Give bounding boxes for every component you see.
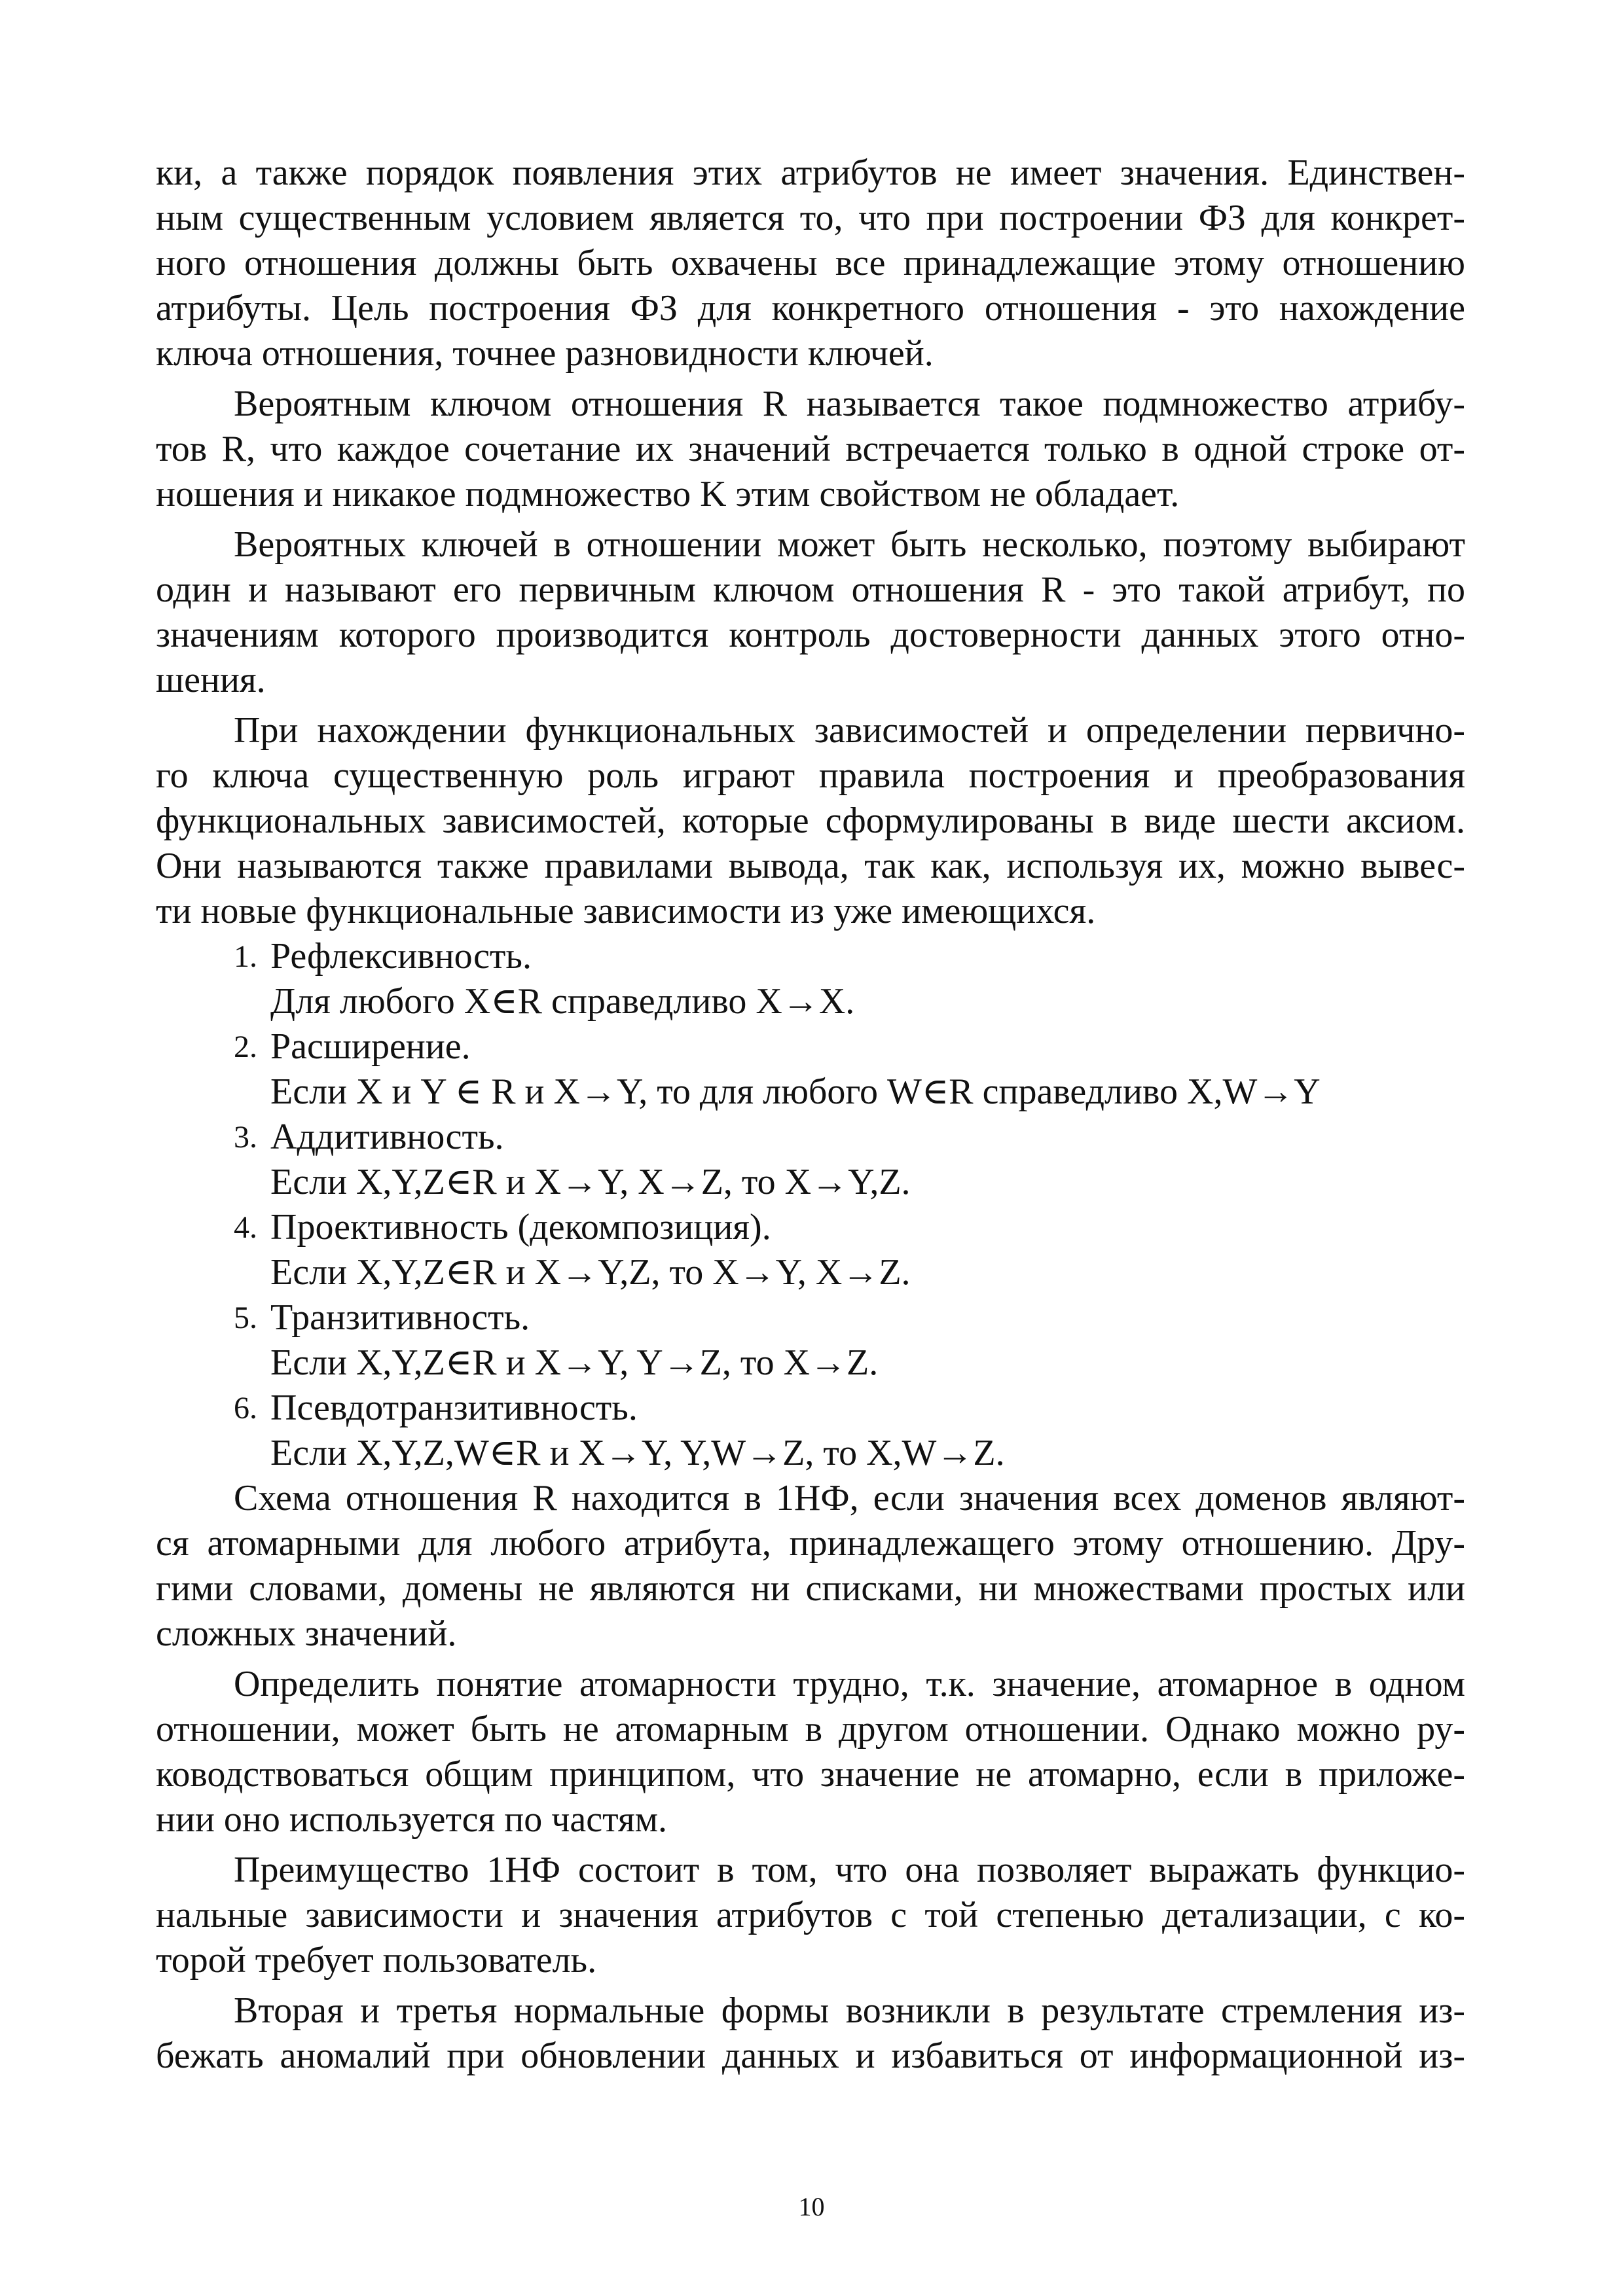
axiom-number: 1.: [234, 939, 257, 974]
page-body: [156, 151, 1465, 2079]
axiom-rule: Для любого X∈R справедливо X→X.: [270, 981, 855, 1022]
axiom-rule: Если X,Y,Z∈R и X→Y, Y→Z, то X→Z.: [270, 1342, 879, 1383]
axiom-rule: Если X и Y ∈ R и X→Y, то для любого W∈R справедливо X,W→Y: [270, 1071, 1321, 1112]
axiom-title: Транзитивность.: [270, 1297, 530, 1338]
axiom-number: 2.: [234, 1030, 257, 1064]
axiom-rule: Если X,Y,Z∈R и X→Y, X→Z, то X→Y,Z.: [270, 1162, 911, 1202]
axiom-number: 5.: [234, 1300, 257, 1335]
text-line: функциональных зависимостей, которые сформулированы в виде шести аксиом.: [156, 800, 1465, 841]
text-line: ти новые функциональные зависимости из уже имеющихся.: [156, 891, 1096, 931]
text-line: один и называют его первичным ключом отношения R - это такой атрибут, по: [156, 569, 1465, 610]
axiom-title: Расширение.: [270, 1026, 471, 1067]
text-line: ководствоваться общим принципом, что значение не атомарно, если в приложе-: [156, 1754, 1465, 1795]
axiom-item: [156, 1386, 1465, 1476]
text-line: Они называются также правилами вывода, так как, используя их, можно вывес-: [156, 846, 1465, 886]
second-third-nf-paragraph: [156, 1988, 1465, 2079]
text-line: сложных значений.: [156, 1613, 457, 1654]
candidate-key-paragraph: [156, 382, 1465, 517]
first-nf-paragraph: [156, 1476, 1465, 1657]
text-line: го ключа существенную роль играют правила построения и преобразования: [156, 755, 1465, 796]
axioms-intro-paragraph: [156, 708, 1465, 934]
atomicity-paragraph: [156, 1662, 1465, 1842]
axiom-title: Рефлексивность.: [270, 936, 532, 977]
text-line: гими словами, домены не являются ни списками, ни множествами простых или: [156, 1568, 1465, 1609]
axiom-item: [156, 1295, 1465, 1386]
text-line: Схема отношения R находится в 1НФ, если значения всех доменов являют-: [234, 1478, 1465, 1518]
text-line: шения.: [156, 660, 266, 700]
axiom-number: 4.: [234, 1210, 257, 1245]
text-line: ношения и никакое подмножество K этим свойством не обладает.: [156, 474, 1180, 514]
text-line: бежать аномалий при обновлении данных и избавиться от информационной из-: [156, 2036, 1465, 2076]
axiom-item: [156, 934, 1465, 1024]
text-line: атрибуты. Цель построения ФЗ для конкретного отношения - это нахождение: [156, 288, 1465, 329]
text-line: ки, а также порядок появления этих атрибутов не имеет значения. Единствен-: [156, 152, 1465, 193]
axiom-item: [156, 1115, 1465, 1205]
axiom-rule: Если X,Y,Z,W∈R и X→Y, Y,W→Z, то X,W→Z.: [270, 1433, 1005, 1473]
text-line: Вероятным ключом отношения R называется такое подмножество атрибу-: [234, 384, 1465, 424]
text-line: ключа отношения, точнее разновидности ключей.: [156, 333, 934, 374]
page-number: 10: [798, 2192, 825, 2221]
axiom-title: Псевдотранзитивность.: [270, 1388, 638, 1428]
text-line: нии оно используется по частям.: [156, 1799, 668, 1840]
text-line: ного отношения должны быть охвачены все принадлежащие этому отношению: [156, 243, 1465, 283]
text-line: Вторая и третья нормальные формы возникли в результате стремления из-: [234, 1990, 1465, 2031]
axiom-title: Аддитивность.: [270, 1117, 504, 1157]
text-line: торой требует пользователь.: [156, 1940, 597, 1981]
axiom-item: [156, 1205, 1465, 1295]
text-line: Вероятных ключей в отношении может быть несколько, поэтому выбирают: [234, 524, 1465, 565]
axiom-list: [156, 934, 1465, 1476]
axiom-item: [156, 1024, 1465, 1115]
text-line: значениям которого производится контроль достоверности данных этого отно-: [156, 615, 1465, 655]
first-nf-advantage-paragraph: [156, 1848, 1465, 1983]
continuation-paragraph: [156, 151, 1465, 376]
primary-key-paragraph: [156, 522, 1465, 703]
axiom-title: Проективность (декомпозиция).: [270, 1207, 771, 1247]
text-line: тов R, что каждое сочетание их значений встречается только в одной строке от-: [156, 429, 1465, 469]
axiom-rule: Если X,Y,Z∈R и X→Y,Z, то X→Y, X→Z.: [270, 1252, 911, 1293]
text-line: Определить понятие атомарности трудно, т.к. значение, атомарное в одном: [234, 1664, 1465, 1704]
text-line: ным существенным условием является то, что при построении ФЗ для конкрет-: [156, 198, 1465, 238]
axiom-number: 3.: [234, 1120, 257, 1155]
text-line: ся атомарными для любого атрибута, принадлежащего этому отношению. Дру-: [156, 1523, 1465, 1564]
text-line: При нахождении функциональных зависимостей и определении первично-: [234, 710, 1465, 751]
text-line: Преимущество 1НФ состоит в том, что она позволяет выражать функцио-: [234, 1850, 1465, 1890]
axiom-number: 6.: [234, 1391, 257, 1426]
text-line: отношении, может быть не атомарным в другом отношении. Однако можно ру-: [156, 1709, 1465, 1749]
text-line: нальные зависимости и значения атрибутов с той степенью детализации, с ко-: [156, 1895, 1465, 1935]
